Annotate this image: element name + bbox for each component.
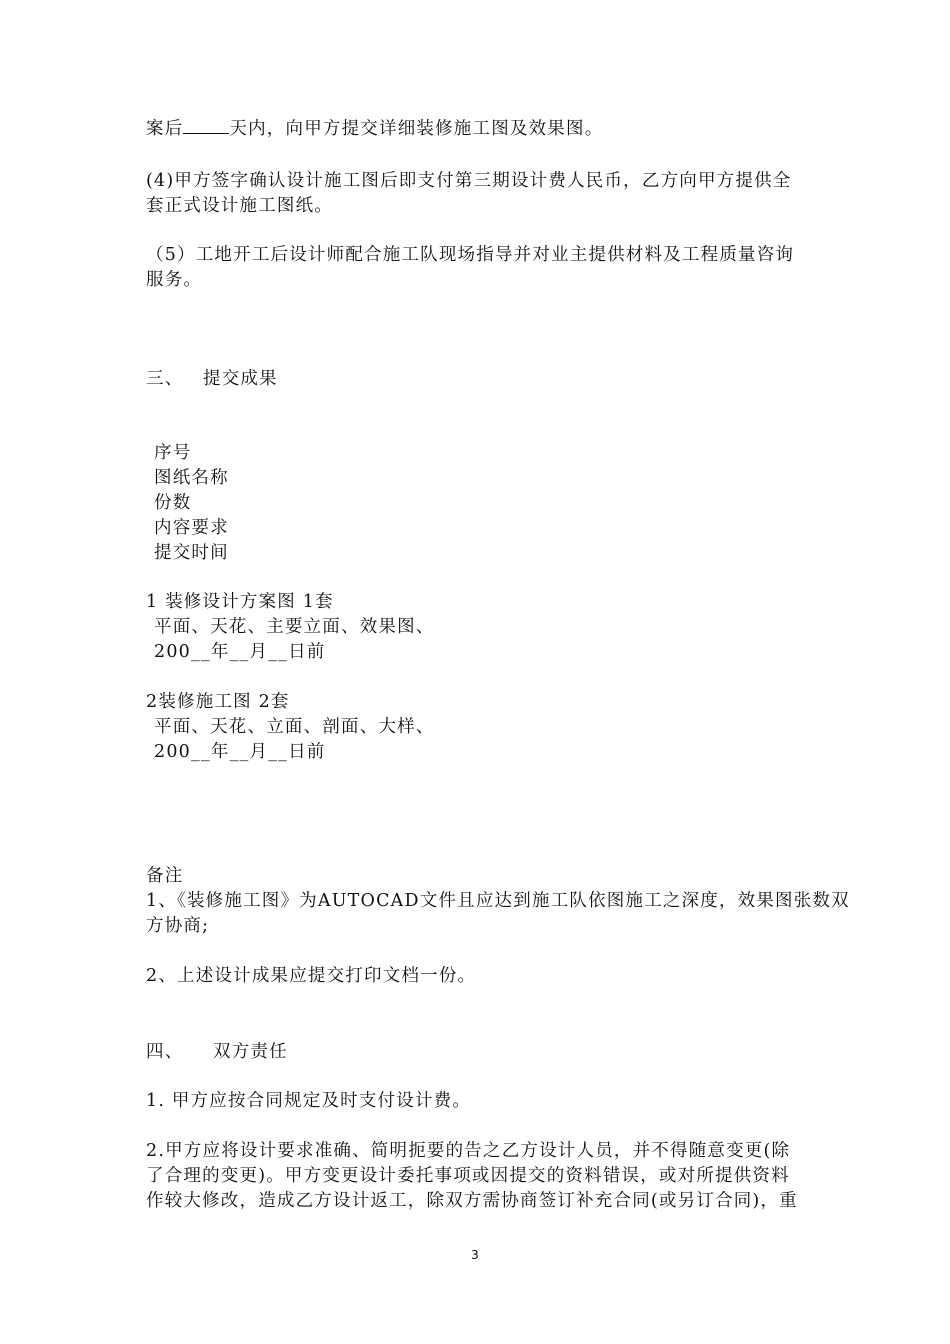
section2-line1-post: 天内，向甲方提交详细装修施工图及效果图。	[229, 119, 604, 139]
item5-line2: 服务。	[146, 270, 203, 290]
section4-heading-num: 四、	[146, 1042, 184, 1062]
section2-line1	[146, 117, 603, 141]
table-row-2-date: 200__年__月__日前	[154, 742, 326, 762]
section3-heading-num: 三、	[146, 369, 184, 389]
table-header-index: 序号	[154, 443, 192, 463]
item5-line1: （5）工地开工后设计师配合施工队现场指导并对业主提供材料及工程质量咨询	[146, 245, 795, 265]
item4-line2: 套正式设计施工图纸。	[146, 196, 333, 216]
table-header-copies: 份数	[154, 493, 192, 513]
section2-line1-pre: 案后	[146, 119, 184, 139]
table-row-1-title: 1 装修设计方案图 1套	[146, 592, 334, 612]
fill-in-blank	[183, 119, 229, 134]
table-header-submit-time: 提交时间	[154, 543, 229, 563]
note1-line2: 方协商;	[146, 916, 210, 936]
section4-heading-title: 双方责任	[213, 1042, 288, 1062]
section3-heading-title: 提交成果	[203, 369, 278, 389]
section4-item2-line1: 2.甲方应将设计要求准确、简明扼要的告之乙方设计人员，并不得随意变更(除	[146, 1141, 791, 1161]
table-header-drawing-name: 图纸名称	[154, 468, 229, 488]
page-number: 3	[471, 1248, 479, 1262]
section4-item2-line3: 作较大修改，造成乙方设计返工，除双方需协商签订补充合同(或另订合同)，重	[146, 1191, 798, 1211]
table-row-1-content: 平面、天花、主要立面、效果图、	[154, 617, 435, 637]
section4-item1: 1. 甲方应按合同规定及时支付设计费。	[146, 1091, 472, 1111]
notes-heading: 备注	[146, 866, 184, 886]
table-row-2-title: 2装修施工图 2套	[146, 692, 290, 712]
note2: 2、上述设计成果应提交打印文档一份。	[146, 966, 477, 986]
table-row-1-date: 200__年__月__日前	[154, 642, 326, 662]
note1-line1: 1、《装修施工图》为AUTOCAD文件且应达到施工队依图施工之深度，效果图张数双	[146, 891, 850, 911]
table-row-2-content: 平面、天花、立面、剖面、大样、	[154, 717, 435, 737]
table-header-content: 内容要求	[154, 518, 229, 538]
item4-line1: (4)甲方签字确认设计施工图后即支付第三期设计费人民币，乙方向甲方提供全	[146, 171, 792, 191]
section4-item2-line2: 了合理的变更)。甲方变更设计委托事项或因提交的资料错误，或对所提供资料	[146, 1166, 790, 1186]
